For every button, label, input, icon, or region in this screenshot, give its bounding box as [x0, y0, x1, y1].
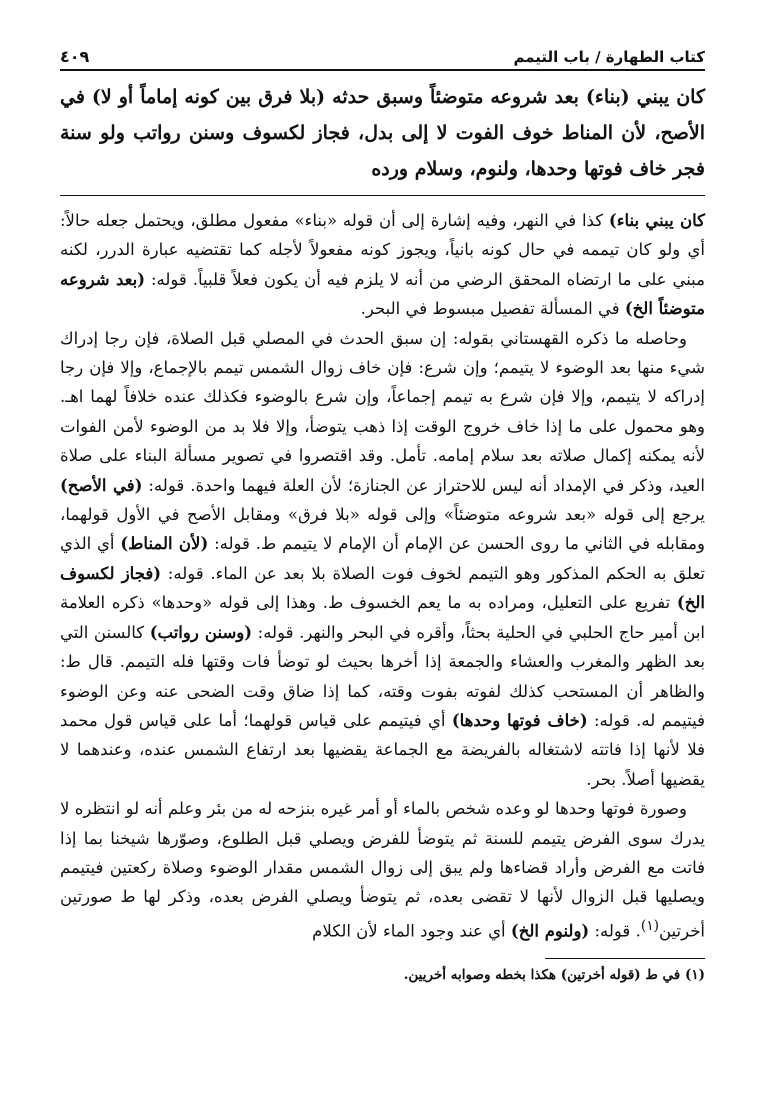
book-page — [60, 38, 705, 985]
quoted-phrase: (وسنن رواتب) — [149, 622, 253, 642]
commentary-segment: . قوله: — [589, 921, 641, 941]
quoted-phrase: (في الأصح) — [60, 475, 143, 495]
footnote — [60, 965, 705, 985]
header-title: كتاب الطهارة / باب التيمم — [513, 48, 705, 66]
quoted-phrase: كان يبني بناء) — [608, 211, 705, 230]
footnote-text: في ط (قوله أخرتين) هكذا بخطه وصوابه أخريين. — [403, 966, 681, 983]
separator-rule — [60, 195, 705, 196]
commentary-paragraph-1 — [60, 206, 705, 324]
main-text-segment: كان يبني — [629, 86, 705, 108]
quoted-phrase: (ولنوم الخ) — [510, 921, 590, 941]
main-text-highlight: (بلا فرق بين كونه إماماً أو لا) — [91, 86, 326, 108]
commentary-segment: كالسنن التي بعد الظهر والمغرب والعشاء والجمعة إذا أخرها بحيث لو توضأ فات وقتها فله التيمم. قال ط: والظاهر أن المستحب كذلك لفوته بفوت وقته، كما إذا ضاق وقت الضحى عنه وعن الوضوء فيتيمم له. قوله: — [60, 622, 705, 730]
footnote-number: (١) — [684, 966, 705, 983]
commentary-segment: وصورة فوتها وحدها لو وعده شخص بالماء أو أمر غيره بنزحه له من بئر وعلم أنه لو انتظره لا يدرك سوى الفرض يتيمم للسنة ثم يتوضأ للفرض ويصلي قبل الطلوع، وصوّرها شيخنا بما إذا فاتت مع الفرض وأراد قضاءها ولم يبق إلى زوال الشمس مقدار الوضوء وصلاة ركعتين فيتيمم ويصليها قبل الزوال لأنها لا تقضى بعده، ثم يتوضأ ويصلي الفرض بعده، وذكر لها ط صورتين أخرتين — [60, 799, 705, 941]
commentary-paragraph-2 — [60, 324, 705, 795]
commentary-segment: وحاصله ما ذكره القهستاني بقوله: إن سبق الحدث في المصلي قبل الصلاة، فإن رجا إدراك شيء منها بعد الوضوء لا يتيمم؛ وإن شرع: فإن خاف زوال الشمس تيمم بالإجماع، وإلا فإن رجا إدراكه لا يتيمم، وإلا فإن شرع به تيمم إجماعاً، وإن شرع بالوضوء فكذلك عنده خلافاً لهما اهـ. وهو محمول على ما إذا خاف خروج الوقت إذا ذهب يتوضأ، وإلا فلا بد من الوضوء لأمن الفوات لأنه يمكنه إكمال صلاته بعد سلام إمامه. تأمل. وقد اقتصروا في تصوير مسألة البناء على صلاة العيد، وذكر في الإمداد أنه ليس للاحتراز عن الجنازة؛ لأن العلة فيهما واحدة. قوله: — [60, 328, 706, 495]
quoted-phrase: (بعد شروعه متوضئاً الخ) — [60, 269, 705, 319]
running-header — [60, 38, 705, 71]
commentary-segment: أي عند وجود الماء لأن الكلام — [312, 921, 511, 941]
page-number: ٤٠٩ — [60, 47, 90, 66]
quoted-phrase: (فجاز لكسوف الخ) — [60, 563, 705, 613]
quoted-phrase: (خاف فوتها وحدها) — [451, 710, 588, 730]
commentary-segment: في المسألة تفصيل مبسوط في البحر. — [360, 299, 625, 319]
commentary-segment: أي فيتيمم على قياس قولهما؛ أما على قياس قول محمد فلا لأنها إذا فاتته لاشتغاله بالفريضة مع الجماعة يقضيها بعد ارتفاع الشمس عنده، وعندهما لا يقضيها أصلاً. بحر. — [60, 710, 705, 789]
footnote-rule — [545, 958, 705, 959]
commentary — [60, 206, 705, 946]
footnote-reference: (١) — [640, 917, 659, 934]
main-text-segment: في الأصح، لأن المناط خوف الفوت لا إلى بدل، فجاز لكسوف وسنن رواتب ولو سنة فجر خاف فوتها وحدها، ولنوم، وسلام ورده — [60, 86, 705, 180]
commentary-segment: يرجع إلى قوله «بعد شروعه متوضئاً» وإلى قوله «بلا فرق» ومقابل الأصح في الأول قولهما، ومقابله في الثاني ما روى الحسن عن الإمام أن الإمام لا يتيمم ط. قوله: — [60, 505, 705, 554]
main-text — [60, 79, 705, 187]
commentary-segment: تفريع على التعليل، ومراده به ما يعم الخسوف ط. وهذا إلى قوله «وحدها» ذكره العلامة ابن أمير حاج الحلبي في الحلية بحثاً، وأقره في البحر والنهر. قوله: — [60, 593, 705, 642]
commentary-segment: كذا في النهر، وفيه إشارة إلى أن قوله «بناء» مفعول مطلق، ويحتمل جعله حالاً: أي ولو كان تيممه في حال كونه بانياً، ويجوز كونه مفعولاً لأجله كما تقتضيه عبارة الدرر، لكنه مبني على ما ارتضاه المحقق الرضي من أنه لا يلزم فيه أن يكون فعلاً قلبياً. قوله: — [60, 211, 705, 289]
commentary-paragraph-3 — [60, 794, 705, 946]
commentary-segment: أي الذي تعلق به الحكم المذكور وهو التيمم لخوف فوت الصلاة بلا بعد عن الماء. قوله: — [60, 534, 705, 583]
main-paragraph — [60, 79, 705, 187]
main-text-highlight: (بناء) — [585, 86, 630, 108]
main-text-segment: بعد شروعه متوضئاً وسبق حدثه — [325, 86, 586, 108]
quoted-phrase: (لأن المناط) — [120, 534, 209, 554]
